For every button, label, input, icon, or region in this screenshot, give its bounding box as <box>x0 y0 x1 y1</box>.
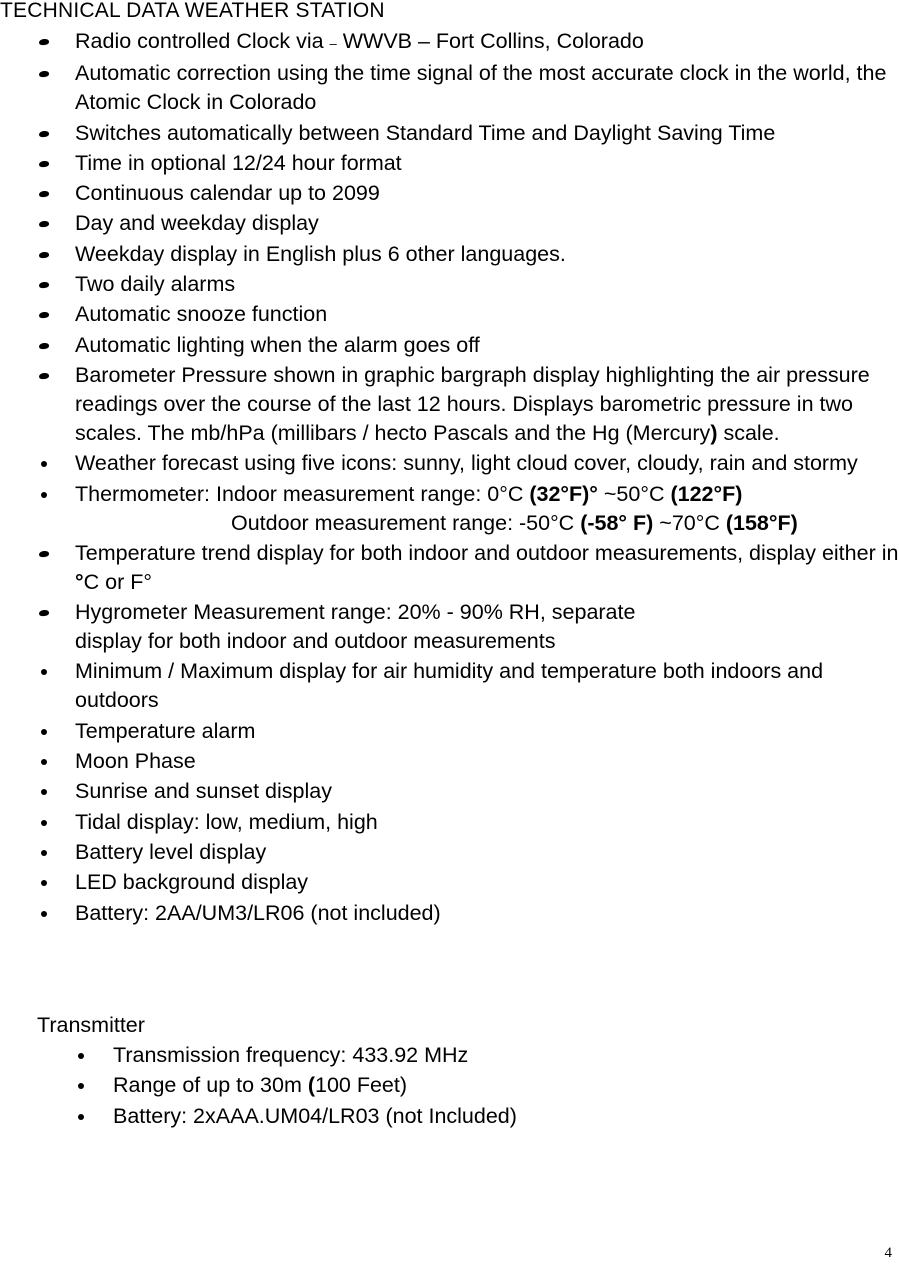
list-item <box>0 331 899 360</box>
list-item <box>0 717 899 746</box>
item-text: Battery: 2AA/UM3/LR06 (not included) <box>75 900 441 925</box>
item-text: Temperature alarm <box>75 718 256 743</box>
transmitter-title: Transmitter <box>37 1013 145 1037</box>
item-text: – <box>329 36 337 51</box>
item-text: Barometer Pressure shown in graphic bargraph display highlighting the air pressure readings over the course of the last 12 hours. Displays barometric pressure in two scales. The mb/hPa (millibars / hecto Pascals and the Hg (Mercury <box>75 362 870 445</box>
list-item <box>0 838 899 867</box>
item-text: Automatic snooze function <box>75 302 328 327</box>
list-item <box>0 300 899 329</box>
thermo-line-outdoor <box>75 509 899 538</box>
list-item <box>0 119 899 148</box>
list-item <box>0 899 899 928</box>
item-text: Battery level display <box>75 839 267 864</box>
item-text: Outdoor measurement range: -50°C <box>231 510 581 535</box>
feature-list <box>0 27 899 929</box>
item-text: Time in optional 12/24 hour format <box>75 150 402 175</box>
list-item <box>0 539 899 597</box>
item-text: Day and weekday display <box>75 211 319 236</box>
item-text: Two daily alarms <box>75 272 236 297</box>
item-text: ° <box>75 569 84 594</box>
item-text: Thermometer: Indoor measurement range: 0°C <box>75 481 530 506</box>
list-item <box>0 657 899 715</box>
item-text: Weather forecast using five icons: sunny, light cloud cover, cloudy, rain and stormy <box>75 451 858 476</box>
item-text: Switches automatically between Standard Time and Daylight Saving Time <box>75 120 776 145</box>
item-text: Range of up to 30m <box>113 1073 308 1098</box>
item-text: Tidal display: low, medium, high <box>75 809 378 834</box>
list-item <box>0 598 899 656</box>
item-text: Hygrometer Measurement range: 20% - 90% RH, separate <box>75 600 636 625</box>
list-item <box>0 270 899 299</box>
item-text: WWVB – Fort Collins, Colorado <box>336 29 644 53</box>
list-item <box>0 27 899 58</box>
item-text: ~70°C <box>653 510 726 535</box>
item-text: (158°F) <box>725 510 798 535</box>
list-item <box>0 808 899 837</box>
list-item <box>0 449 899 478</box>
item-text: 100 Feet) <box>315 1073 408 1098</box>
list-item <box>0 777 899 806</box>
list-item <box>0 209 899 238</box>
list-item <box>0 480 899 538</box>
item-text: Moon Phase <box>75 749 196 774</box>
list-item <box>0 59 899 117</box>
item-text: ~50°C <box>597 481 671 506</box>
list-item <box>0 179 899 208</box>
item-text: Sunrise and sunset display <box>75 779 332 804</box>
page-number: 4 <box>884 1245 892 1261</box>
item-text: (32°F)° <box>529 481 598 506</box>
item-text: display for both indoor and outdoor measurements <box>75 629 556 654</box>
list-item <box>0 240 899 269</box>
item-text: Minimum / Maximum display for air humidity and temperature both indoors and outdoors <box>75 659 824 713</box>
item-text: ) <box>710 420 718 445</box>
item-text: (-58° F) <box>580 510 654 535</box>
item-text: ( <box>307 1073 315 1098</box>
transmitter-list <box>0 1041 899 1132</box>
page-title: TECHNICAL DATA WEATHER STATION <box>0 0 385 22</box>
item-text: Transmission frequency: 433.92 MHz <box>113 1043 469 1067</box>
item-text: Continuous calendar up to 2099 <box>75 181 380 206</box>
item-text: Automatic lighting when the alarm goes off <box>75 332 480 357</box>
thermo-line-indoor <box>75 480 899 509</box>
list-item <box>0 1041 899 1070</box>
item-text: Automatic correction using the time signal of the most accurate clock in the world, the Atomic Clock in Colorado <box>75 61 887 115</box>
list-item <box>0 361 899 448</box>
list-item <box>0 1071 899 1100</box>
item-text: Temperature trend display for both indoor and outdoor measurements, display either in <box>75 540 899 565</box>
list-item <box>0 149 899 178</box>
item-text: scale. <box>717 420 780 445</box>
item-text: LED background display <box>75 870 309 895</box>
item-text: Weekday display in English plus 6 other languages. <box>75 241 566 266</box>
item-text: Battery: 2xAAA.UM04/LR03 (not Included) <box>113 1103 517 1128</box>
list-item <box>0 747 899 776</box>
list-item <box>0 868 899 897</box>
list-item <box>0 1102 899 1131</box>
item-text: Radio controlled Clock via <box>75 29 330 53</box>
item-text: (122°F) <box>670 481 743 506</box>
item-text: C or F° <box>83 569 152 594</box>
